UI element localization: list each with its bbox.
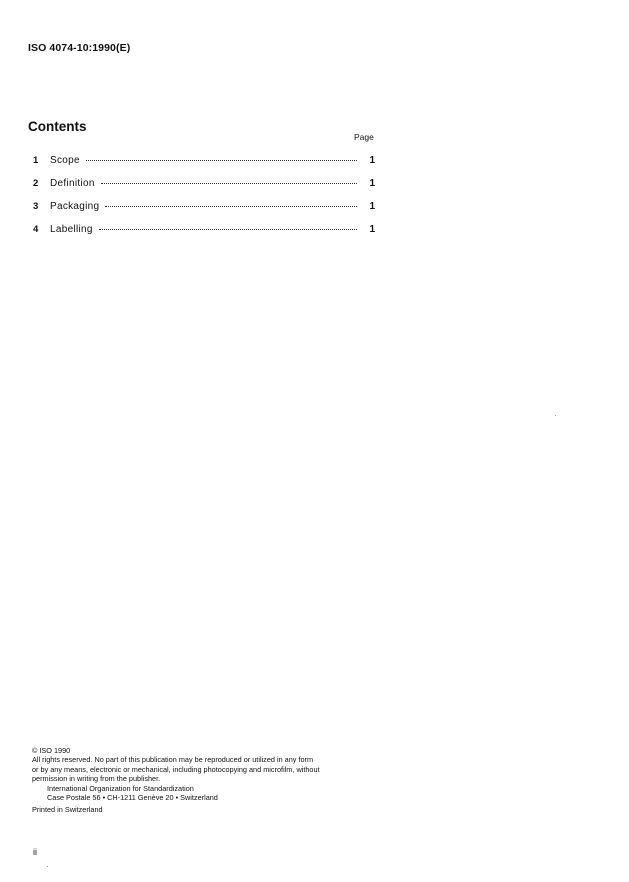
contents-heading: Contents <box>28 119 87 134</box>
copyright-notice: © ISO 1990 <box>32 746 71 755</box>
toc-entry-page: 1 <box>369 178 375 189</box>
organization-address: Case Postale 56 • CH-1211 Genève 20 • Switzerland <box>47 793 218 803</box>
rights-text-line-1: All rights reserved. No part of this publication may be reproduced or utilized in any form <box>32 755 314 765</box>
dot-leader <box>105 206 357 207</box>
toc-entry-label: Scope <box>50 155 80 166</box>
rights-text-line-2: or by any means, electronic or mechanical, including photocopying and microfilm, without <box>32 764 320 774</box>
table-of-contents <box>33 155 375 247</box>
toc-entry-label: Packaging <box>50 201 100 212</box>
toc-entry-number: 4 <box>33 224 39 235</box>
toc-entry-label: Labelling <box>50 224 93 235</box>
toc-entry-page: 1 <box>369 201 375 212</box>
toc-entry-number: 3 <box>33 201 39 212</box>
toc-entry-number: 1 <box>33 155 39 166</box>
page-number: ii <box>33 847 37 857</box>
toc-entry-labelling[interactable] <box>33 224 375 247</box>
dot-leader <box>101 183 357 184</box>
toc-entry-label: Definition <box>50 178 95 189</box>
toc-entry-number: 2 <box>33 178 39 189</box>
scan-speck <box>555 415 556 416</box>
toc-entry-scope[interactable] <box>33 155 375 178</box>
page-column-label: Page <box>354 132 374 142</box>
toc-entry-packaging[interactable] <box>33 201 375 224</box>
organization-name: International Organization for Standardization <box>47 783 194 793</box>
scan-speck <box>47 866 48 867</box>
document-id: ISO 4074-10:1990(E) <box>28 42 131 54</box>
dot-leader <box>99 229 357 230</box>
toc-entry-page: 1 <box>369 224 375 235</box>
dot-leader <box>86 160 357 161</box>
printed-in: Printed in Switzerland <box>32 805 103 815</box>
rights-text-line-3: permission in writing from the publisher. <box>32 774 161 784</box>
toc-entry-definition[interactable] <box>33 178 375 201</box>
copyright-block <box>32 746 382 815</box>
toc-entry-page: 1 <box>369 155 375 166</box>
